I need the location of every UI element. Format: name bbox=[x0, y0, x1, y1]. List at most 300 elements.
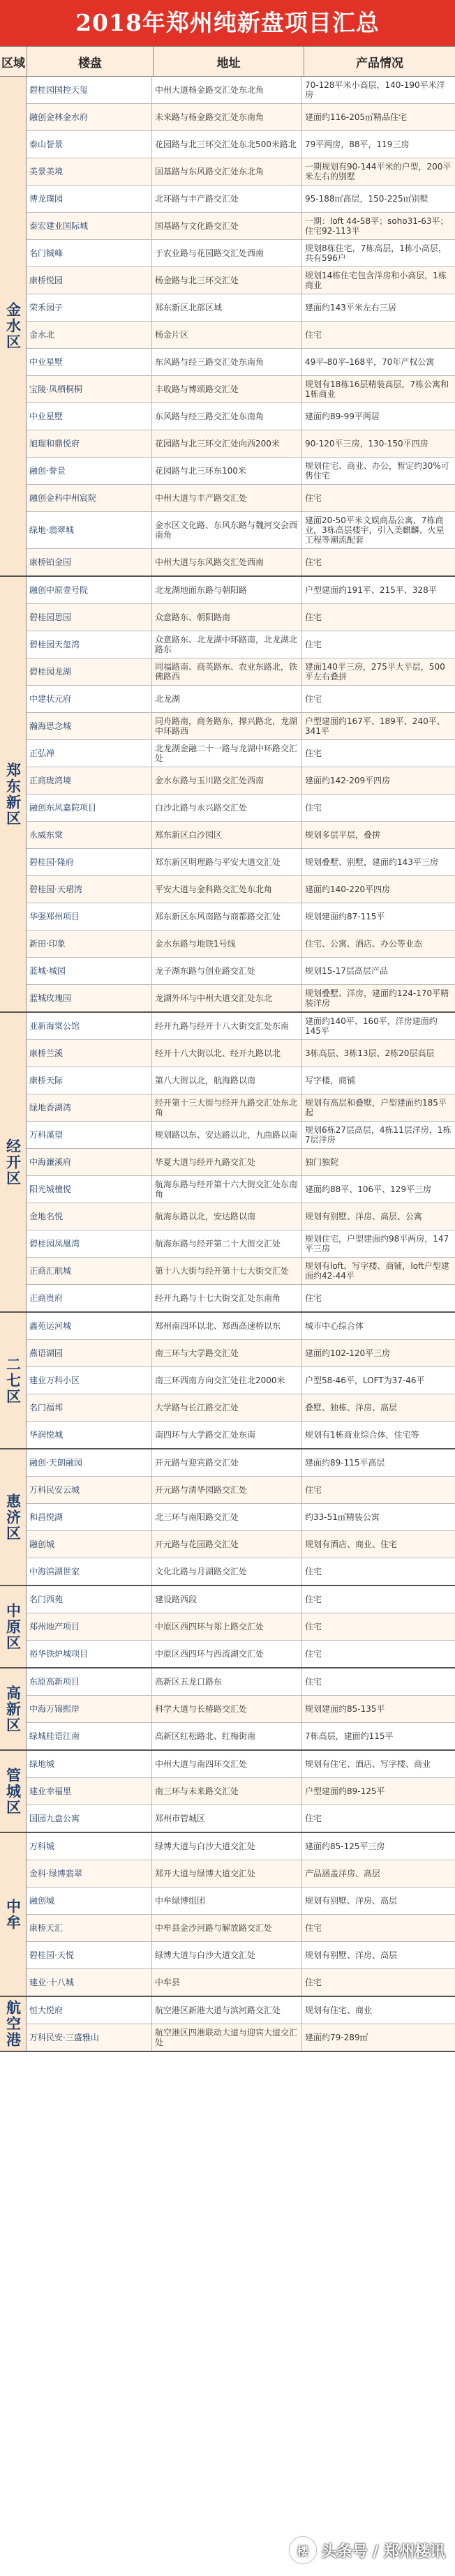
project-address: 建设路西段 bbox=[152, 1586, 302, 1613]
table-row bbox=[27, 604, 455, 631]
project-address: 杨金片区 bbox=[152, 322, 302, 348]
project-name: 中海万锦熙岸 bbox=[27, 1696, 152, 1722]
project-product: 建面约140平、160平，洋房建面约145平 bbox=[305, 1016, 438, 1036]
district-block bbox=[0, 1997, 455, 2052]
project-name: 绿城桂语江南 bbox=[27, 1723, 152, 1749]
table-row bbox=[27, 849, 455, 876]
project-product: 规划建面约85-135平 bbox=[305, 1704, 385, 1714]
project-name: 东原高新项目 bbox=[27, 1669, 152, 1695]
project-name: 和昌悦湖 bbox=[27, 1504, 152, 1530]
district-block bbox=[0, 1833, 455, 1997]
watermark-logo-icon: 楼 bbox=[290, 2537, 316, 2563]
project-name: 燕语湖园 bbox=[27, 1340, 152, 1366]
project-name: 碧桂园天玺湾 bbox=[27, 631, 152, 658]
project-product: 规划建面约87-115平 bbox=[305, 912, 385, 921]
project-address: 航海东路与经开第十六大街交汇处东南角 bbox=[152, 1176, 302, 1203]
project-address: 同福路南、商英路东、农业东路北，铁佛路西 bbox=[152, 658, 302, 685]
project-address: 南四环与大学路交汇处东南 bbox=[152, 1422, 302, 1448]
project-address: 第八大街以北，航海路以南 bbox=[152, 1067, 302, 1094]
project-address: 绿博大道与白沙大道交汇处 bbox=[152, 1942, 302, 1968]
table-row bbox=[27, 1860, 455, 1888]
project-product: 规划有别墅、洋房、高层 bbox=[305, 1896, 398, 1906]
project-name: 正商珑湾境 bbox=[27, 767, 152, 794]
table-row bbox=[27, 1230, 455, 1258]
project-product: 住宅 bbox=[305, 640, 322, 649]
project-product: 建面约89-115平高层 bbox=[305, 1458, 385, 1468]
table-row bbox=[27, 1915, 455, 1942]
project-address: 中牟县 bbox=[152, 1969, 302, 1996]
project-address: 郑东新区白沙园区 bbox=[152, 822, 302, 848]
project-address: 中州大道与东风路交汇处西南 bbox=[152, 549, 302, 575]
district-rows bbox=[27, 1586, 455, 1667]
project-product: 住宅 bbox=[305, 493, 322, 503]
project-address: 经开十八大街以北、经开九路以北 bbox=[152, 1040, 302, 1067]
header-district: 区域 bbox=[0, 47, 27, 76]
table-row bbox=[27, 2024, 455, 2051]
district-name: 经开区 bbox=[0, 1013, 27, 1311]
table-row bbox=[27, 1558, 455, 1585]
table-row bbox=[27, 903, 455, 931]
project-name: 金水北 bbox=[27, 322, 152, 348]
project-address: 杨金路与北三环交汇处 bbox=[152, 267, 302, 294]
table-row bbox=[27, 1669, 455, 1696]
table-row bbox=[27, 1723, 455, 1749]
table-row bbox=[27, 1969, 455, 1996]
project-product: 规划有住宅、酒店、写字楼、商业 bbox=[305, 1759, 431, 1769]
project-name: 郑州地产项目 bbox=[27, 1613, 152, 1640]
project-name: 旭瑞和鼎悦府 bbox=[27, 430, 152, 457]
project-product: 住宅 bbox=[305, 1978, 322, 1987]
project-name: 永威东棠 bbox=[27, 822, 152, 848]
project-address: 众意路东、朝阳路南 bbox=[152, 604, 302, 631]
project-address: 花园路与北三环交汇处向西200米 bbox=[152, 430, 302, 457]
project-product: 规划住宅、商业、办公，暂定约30%可售住宅 bbox=[305, 461, 449, 481]
district-rows bbox=[27, 1449, 455, 1585]
project-address: 于农业路与花园路交汇处西南 bbox=[152, 240, 302, 266]
project-product: 住宅 bbox=[305, 694, 322, 704]
project-address: 北龙湖地面东路与朝阳路 bbox=[152, 577, 302, 603]
project-product: 户型58-46平，LOFT为37-46平 bbox=[305, 1376, 425, 1385]
project-name: 万科城 bbox=[27, 1833, 152, 1860]
table-row bbox=[27, 1013, 455, 1040]
table-row bbox=[27, 1313, 455, 1340]
district-name: 高新区 bbox=[0, 1669, 27, 1749]
project-product: 建面约116-205㎡精品住宅 bbox=[305, 112, 408, 122]
table-row bbox=[27, 1778, 455, 1805]
district-rows bbox=[27, 1313, 455, 1448]
table-row bbox=[27, 631, 455, 658]
project-product: 产品涵盖洋房、高层 bbox=[305, 1869, 381, 1878]
project-product: 住宅 bbox=[305, 1293, 322, 1303]
project-name: 泰宏建业国际城 bbox=[27, 213, 152, 239]
project-name: 碧桂园国控天玺 bbox=[27, 77, 152, 103]
table-row bbox=[27, 1040, 455, 1067]
project-name: 蓝城·城园 bbox=[27, 958, 152, 984]
project-name: 亚新海棠公馆 bbox=[27, 1013, 152, 1039]
project-product: 一期规划有90-144平米的户型，200平米左右的别墅 bbox=[305, 162, 452, 181]
table-row bbox=[27, 376, 455, 403]
table-row bbox=[27, 1531, 455, 1558]
project-product: 住宅 bbox=[305, 1649, 322, 1659]
project-name: 康桥天汇 bbox=[27, 1915, 152, 1941]
project-name: 万科溪望 bbox=[27, 1122, 152, 1148]
project-product: 规划有酒店、商业、住宅 bbox=[305, 1539, 398, 1549]
table-row bbox=[27, 577, 455, 604]
project-address: 开元路与花园路交汇处 bbox=[152, 1531, 302, 1558]
project-address: 北环路与丰产路交汇处 bbox=[152, 186, 302, 212]
project-product: 住宅、公寓、酒店、办公等业态 bbox=[305, 939, 423, 949]
project-product: 城市中心综合体 bbox=[305, 1321, 364, 1331]
project-address: 中牟县金沙河路与解放路交汇处 bbox=[152, 1915, 302, 1941]
project-address: 高新区红松路北、红梅街南 bbox=[152, 1723, 302, 1749]
project-address: 中州大道杨金路交汇处东北角 bbox=[152, 77, 302, 103]
project-product: 规划有住宅、商业 bbox=[305, 2005, 373, 2015]
header-address: 地址 bbox=[154, 47, 304, 76]
project-address: 郑东新区东风南路与商都路交汇处 bbox=[152, 903, 302, 930]
project-name: 建业幸福里 bbox=[27, 1778, 152, 1805]
table-row bbox=[27, 876, 455, 903]
table-row bbox=[27, 794, 455, 822]
project-product: 规划叠墅、洋房，建面约124-170平精装洋房 bbox=[305, 988, 449, 1008]
project-name: 康桥天际 bbox=[27, 1067, 152, 1094]
table-row bbox=[27, 1888, 455, 1915]
table-header bbox=[0, 47, 455, 77]
project-address: 文化北路与月湖路交汇处 bbox=[152, 1558, 302, 1585]
project-address: 中州大道与南四环交汇处 bbox=[152, 1751, 302, 1777]
project-name: 融创·天朗融园 bbox=[27, 1449, 152, 1476]
table-row bbox=[27, 186, 455, 213]
table-row bbox=[27, 77, 455, 104]
table-row bbox=[27, 1586, 455, 1613]
project-address: 经开第十三大街与经开九路交汇处东北角 bbox=[152, 1094, 302, 1121]
project-product: 写字楼，商铺 bbox=[305, 1076, 356, 1085]
project-name: 阳光城檀悦 bbox=[27, 1176, 152, 1203]
project-name: 名门铖峰 bbox=[27, 240, 152, 266]
district-name: 金水区 bbox=[0, 77, 27, 575]
project-address: 金水东路与玉川路交汇处西南 bbox=[152, 767, 302, 794]
district-block bbox=[0, 1013, 455, 1313]
project-address: 东风路与经三路交汇处东南角 bbox=[152, 349, 302, 375]
district-rows bbox=[27, 77, 455, 575]
table-row bbox=[27, 131, 455, 158]
project-address: 第十八大街与经开第十七大街交汇处 bbox=[152, 1258, 302, 1284]
table-row bbox=[27, 1258, 455, 1285]
project-address: 大学路与长江路交汇处 bbox=[152, 1394, 302, 1421]
project-name: 中业星墅 bbox=[27, 349, 152, 375]
project-product: 户型建面约89-125平 bbox=[305, 1786, 385, 1796]
project-product: 规划住宅，户型建面约98平两房，147平三房 bbox=[305, 1234, 449, 1253]
project-name: 中建状元府 bbox=[27, 686, 152, 712]
table-row bbox=[27, 322, 455, 349]
project-address: 高新区五龙口路东 bbox=[152, 1669, 302, 1695]
table-row bbox=[27, 767, 455, 794]
project-product: 规划6栋27层高层，4栋11层洋房，1栋7层洋房 bbox=[305, 1125, 452, 1145]
table-row bbox=[27, 294, 455, 322]
project-product: 规划多层平层，叠拼 bbox=[305, 830, 381, 840]
table-row bbox=[27, 349, 455, 376]
project-address: 国基路与文化路交汇处 bbox=[152, 213, 302, 239]
project-product: 约33-51㎡精装公寓 bbox=[305, 1512, 380, 1522]
project-product: 规划15-17层高层产品 bbox=[305, 966, 388, 976]
table-row bbox=[27, 658, 455, 686]
project-product: 住宅 bbox=[305, 612, 322, 622]
project-product: 规划有1栋商业综合体，住宅等 bbox=[305, 1430, 419, 1440]
project-address: 丰收路与博颂路交汇处 bbox=[152, 376, 302, 402]
project-product: 住宅 bbox=[305, 1622, 322, 1632]
project-name: 新田·印象 bbox=[27, 931, 152, 957]
project-name: 融创城 bbox=[27, 1531, 152, 1558]
project-name: 万科民安云城 bbox=[27, 1477, 152, 1503]
project-product: 住宅 bbox=[305, 1567, 322, 1576]
project-product: 一期：loft 44-58平；soho31-63平；住宅92-113平 bbox=[305, 216, 449, 236]
project-product: 住宅 bbox=[305, 748, 322, 758]
table-row bbox=[27, 1833, 455, 1860]
table-row bbox=[27, 931, 455, 958]
table-row bbox=[27, 485, 455, 512]
table-row bbox=[27, 1997, 455, 2024]
project-name: 绿地香湖湾 bbox=[27, 1094, 152, 1121]
district-rows bbox=[27, 1751, 455, 1832]
project-name: 碧桂园凤凰湾 bbox=[27, 1230, 152, 1257]
project-address: 南三环与大学路交汇处 bbox=[152, 1340, 302, 1366]
district-block bbox=[0, 1751, 455, 1833]
project-product: 规划有loft、写字楼、商铺，loft户型建面约42-44平 bbox=[305, 1261, 449, 1281]
district-block bbox=[0, 1449, 455, 1586]
project-product: 户型建面约167平、189平、240平、341平 bbox=[305, 716, 445, 736]
table-row bbox=[27, 458, 455, 485]
district-block bbox=[0, 77, 455, 577]
project-address: 南三环西南方向交汇处往北2000米 bbox=[152, 1367, 302, 1394]
project-name: 融创金林金水府 bbox=[27, 104, 152, 130]
table-row bbox=[27, 1122, 455, 1149]
table-row bbox=[27, 403, 455, 430]
project-product: 70-128平米小高层，140-190平米洋房 bbox=[305, 80, 445, 100]
project-name: 名门福邦 bbox=[27, 1394, 152, 1421]
table-row bbox=[27, 1449, 455, 1477]
project-product: 规划有别墅、洋房、高层、公寓 bbox=[305, 1212, 423, 1221]
project-name: 裕华铁炉城项目 bbox=[27, 1641, 152, 1667]
district-rows bbox=[27, 1013, 455, 1311]
project-address: 金水东路与地铁1号线 bbox=[152, 931, 302, 957]
table-row bbox=[27, 740, 455, 767]
project-address: 北龙湖 bbox=[152, 686, 302, 712]
project-product: 7栋高层，建面约115平 bbox=[305, 1731, 394, 1741]
project-name: 正商贵府 bbox=[27, 1285, 152, 1311]
project-name: 绿地·翡翠城 bbox=[27, 512, 152, 548]
table-row bbox=[27, 822, 455, 849]
table-row bbox=[27, 1367, 455, 1394]
project-address: 花园路与北三环东100米 bbox=[152, 458, 302, 484]
project-name: 金地名悦 bbox=[27, 1203, 152, 1230]
project-product: 建面约85-125平三房 bbox=[305, 1841, 385, 1851]
project-address: 众意路东、北龙湖中环路南，北龙湖北路东 bbox=[152, 631, 302, 658]
table-row bbox=[27, 1340, 455, 1367]
project-address: 国基路与东风路交汇处东北角 bbox=[152, 158, 302, 185]
project-name: 名门西苑 bbox=[27, 1586, 152, 1613]
project-name: 华强郑州项目 bbox=[27, 903, 152, 930]
project-product: 住宅 bbox=[305, 557, 322, 567]
project-address: 航空港区新港大道与滨河路交汇处 bbox=[152, 1997, 302, 2024]
project-product: 建面约79-289㎡ bbox=[305, 2033, 368, 2042]
project-address: 科学大道与长椿路交汇处 bbox=[152, 1696, 302, 1722]
project-address: 花园路与北三环交汇处东北500米路北 bbox=[152, 131, 302, 158]
district-name: 航空港 bbox=[0, 1997, 27, 2051]
project-product: 建面约140-220平四房 bbox=[305, 884, 391, 894]
table-row bbox=[27, 1094, 455, 1122]
project-product: 住宅 bbox=[305, 1485, 322, 1495]
table-row bbox=[27, 686, 455, 713]
district-block bbox=[0, 1586, 455, 1669]
project-name: 万科民安·三盛雅山 bbox=[27, 2024, 152, 2051]
table-row bbox=[27, 1203, 455, 1230]
table-row bbox=[27, 958, 455, 985]
project-product: 规划有别墅、洋房、高层 bbox=[305, 1950, 398, 1960]
project-address: 航空港区四港联动大道与迎宾大道交汇处 bbox=[152, 2024, 302, 2051]
project-name: 金科·绿博翡翠 bbox=[27, 1860, 152, 1887]
district-name: 郑东新区 bbox=[0, 577, 27, 1011]
project-name: 中业星墅 bbox=[27, 403, 152, 430]
project-product: 独门独院 bbox=[305, 1157, 339, 1167]
project-name: 恒大悦府 bbox=[27, 1997, 152, 2024]
project-address: 中州大道与丰产路交汇处 bbox=[152, 485, 302, 511]
project-address: 航海东路以北，安达路以南 bbox=[152, 1203, 302, 1230]
project-name: 荣禾园子 bbox=[27, 294, 152, 321]
project-address: 平安大道与金科路交汇处东北角 bbox=[152, 876, 302, 903]
project-name: 华润悦城 bbox=[27, 1422, 152, 1448]
district-block bbox=[0, 1669, 455, 1751]
table-body bbox=[0, 77, 455, 2052]
district-name: 管城区 bbox=[0, 1751, 27, 1832]
district-rows bbox=[27, 1833, 455, 1996]
project-name: 建业·十八城 bbox=[27, 1969, 152, 1996]
district-rows bbox=[27, 577, 455, 1011]
project-name: 康桥兰溪 bbox=[27, 1040, 152, 1067]
table-row bbox=[27, 1477, 455, 1504]
table-row bbox=[27, 1285, 455, 1311]
project-name: 正弘禅 bbox=[27, 740, 152, 767]
project-product: 95-188㎡高层，150-225㎡别墅 bbox=[305, 194, 428, 204]
project-product: 住宅 bbox=[305, 803, 322, 813]
district-block bbox=[0, 577, 455, 1013]
project-address: 同舟路南，商务路东，撑兴路北，龙湖中环路西 bbox=[152, 713, 302, 739]
project-name: 博龙璞园 bbox=[27, 186, 152, 212]
project-name: 碧桂园·天悦 bbox=[27, 1942, 152, 1968]
project-product: 住宅 bbox=[305, 1814, 322, 1823]
project-product: 户型建面约191平、215平、328平 bbox=[305, 585, 437, 595]
project-name: 泰山誉景 bbox=[27, 131, 152, 158]
project-address: 绿博大道与白沙大道交汇处 bbox=[152, 1833, 302, 1860]
project-product: 规划8栋住宅，7栋高层，1栋小高层，共有596户 bbox=[305, 243, 447, 263]
district-block bbox=[0, 1313, 455, 1449]
project-name: 中海濂溪府 bbox=[27, 1149, 152, 1175]
project-address: 中牟绿博组团 bbox=[152, 1888, 302, 1914]
project-product: 住宅 bbox=[305, 330, 322, 340]
project-address: 航海东路与经开第二十大街交汇处 bbox=[152, 1230, 302, 1257]
project-name: 正商汇航城 bbox=[27, 1258, 152, 1284]
district-rows bbox=[27, 1997, 455, 2051]
project-product: 建面140平三房，275平大平层，500平左右叠拼 bbox=[305, 662, 445, 681]
project-address: 规划路以东、安达路以北，九曲路以南 bbox=[152, 1122, 302, 1148]
district-name: 二七区 bbox=[0, 1313, 27, 1448]
table-row bbox=[27, 1751, 455, 1778]
project-name: 瀚海思念城 bbox=[27, 713, 152, 739]
project-product: 3栋高层、3栋13层、2栋20层高层 bbox=[305, 1048, 435, 1058]
project-product: 建面约88平、106平、129平三房 bbox=[305, 1184, 432, 1194]
project-name: 蓝城玫瑰园 bbox=[27, 985, 152, 1011]
project-address: 开元路与迎宾路交汇处 bbox=[152, 1449, 302, 1476]
project-product: 建面约142-209平四房 bbox=[305, 776, 391, 785]
district-name: 惠济区 bbox=[0, 1449, 27, 1585]
table-row bbox=[27, 512, 455, 549]
watermark bbox=[290, 2537, 445, 2563]
table-row bbox=[27, 1613, 455, 1641]
table-row bbox=[27, 1176, 455, 1203]
project-address: 郑东新区北部区域 bbox=[152, 294, 302, 321]
table-row bbox=[27, 1394, 455, 1422]
table-row bbox=[27, 549, 455, 575]
project-product: 规划叠墅、别墅，建面约143平三房 bbox=[305, 857, 438, 867]
table-row bbox=[27, 158, 455, 186]
project-name: 融创·誉景 bbox=[27, 458, 152, 484]
project-product: 规划有高层和叠墅，户型建面约185平起 bbox=[305, 1098, 447, 1117]
project-name: 融创金科中州宸院 bbox=[27, 485, 152, 511]
project-product: 79平两房，88平，119三房 bbox=[305, 140, 410, 149]
project-address: 北龙湖金融二十一路与龙湖中环路交汇处 bbox=[152, 740, 302, 767]
table-row bbox=[27, 267, 455, 294]
project-address: 郑州南四环以北、郑西高速桥以东 bbox=[152, 1313, 302, 1339]
district-name: 中牟 bbox=[0, 1833, 27, 1996]
project-name: 融创东风嘉院项目 bbox=[27, 794, 152, 821]
project-name: 碧桂园·天珺湾 bbox=[27, 876, 152, 903]
project-address: 白沙北路与永兴路交汇处 bbox=[152, 794, 302, 821]
project-product: 建面20-50平米文娱商品公寓，7栋商业，3栋高层楼宇，引入美麒麟、火星工程等潮流配套 bbox=[305, 515, 445, 545]
district-name: 中原区 bbox=[0, 1586, 27, 1667]
table-row bbox=[27, 985, 455, 1011]
project-product: 49平-80平-168平，70年产权公寓 bbox=[305, 357, 435, 367]
project-product: 建面约102-120平三房 bbox=[305, 1348, 391, 1358]
project-name: 康桥悦园 bbox=[27, 267, 152, 294]
table-row bbox=[27, 1422, 455, 1448]
project-product: 规划有18栋16层精装高层，7栋公寓和1栋商业 bbox=[305, 379, 449, 399]
project-address: 郑开大道与绿博大道交汇处 bbox=[152, 1860, 302, 1887]
project-address: 龙子湖东路与创业路交汇处 bbox=[152, 958, 302, 984]
project-address: 南三环与未来路交汇处 bbox=[152, 1778, 302, 1805]
project-product: 叠墅、独栋、洋房、高层 bbox=[305, 1403, 398, 1413]
project-product: 住宅 bbox=[305, 1923, 322, 1933]
project-address: 金水区文化路、东风东路与魏河交会西南角 bbox=[152, 512, 302, 548]
project-product: 建面约143平米左右三居 bbox=[305, 303, 396, 312]
project-name: 康桥铂金园 bbox=[27, 549, 152, 575]
table-row bbox=[27, 1149, 455, 1176]
header-project: 楼盘 bbox=[27, 47, 154, 76]
project-product: 90-120平三房，130-150平四房 bbox=[305, 439, 428, 449]
project-name: 美景美境 bbox=[27, 158, 152, 185]
project-address: 经开九路与十七大街交汇处东南角 bbox=[152, 1285, 302, 1311]
project-address: 华夏大道与经开九路交汇处 bbox=[152, 1149, 302, 1175]
project-name: 融创城 bbox=[27, 1888, 152, 1914]
table-row bbox=[27, 213, 455, 240]
district-rows bbox=[27, 1669, 455, 1749]
project-name: 碧桂园龙湖 bbox=[27, 658, 152, 685]
project-address: 郑州市管城区 bbox=[152, 1805, 302, 1832]
header-product: 产品情况 bbox=[356, 56, 403, 70]
project-name: 国园九盘公寓 bbox=[27, 1805, 152, 1832]
project-address: 东风路与经三路交汇处东南角 bbox=[152, 403, 302, 430]
table-row bbox=[27, 713, 455, 740]
project-address: 中原区西四环与郑上路交汇处 bbox=[152, 1613, 302, 1640]
project-name: 绿地城 bbox=[27, 1751, 152, 1777]
table-row bbox=[27, 1067, 455, 1094]
